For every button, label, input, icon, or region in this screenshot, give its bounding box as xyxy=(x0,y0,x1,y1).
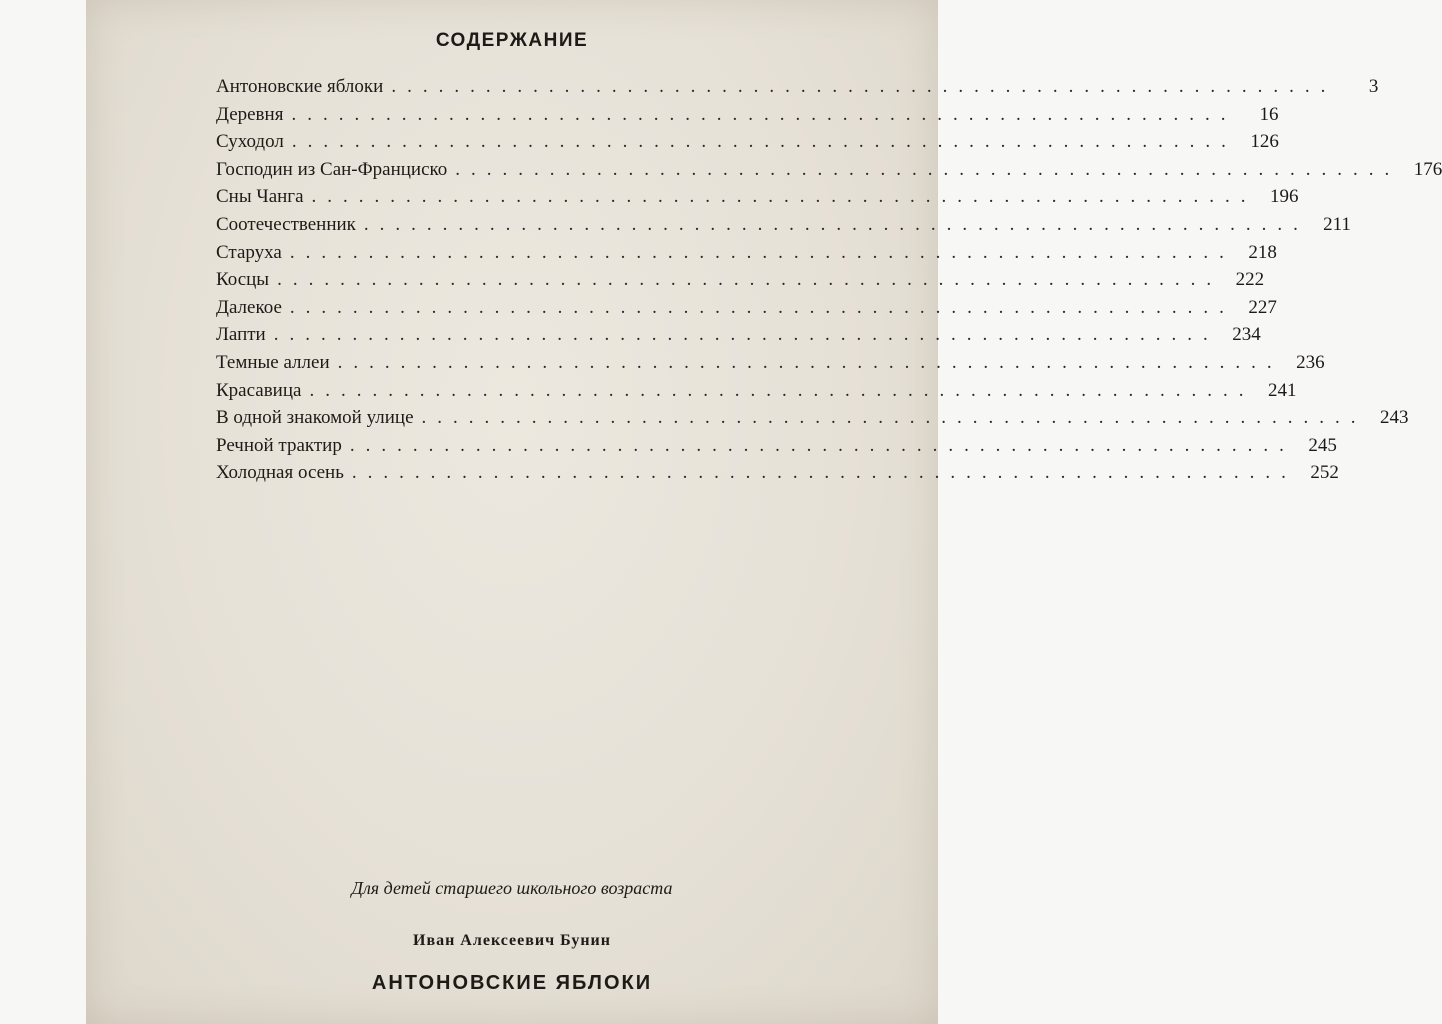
toc-entry-page: 196 xyxy=(1270,186,1299,208)
toc-leader-dots: ............................................................ xyxy=(311,186,1257,208)
toc-entry xyxy=(216,377,1297,405)
toc-entry-page: 222 xyxy=(1235,269,1265,291)
toc-leader-dots: ............................................................ xyxy=(337,351,1283,373)
toc-entry xyxy=(216,239,1277,267)
toc-entry-title: Суходол xyxy=(216,131,284,153)
toc-entry-title: Лапти xyxy=(216,324,266,346)
toc-entry xyxy=(216,156,1442,184)
toc-entry-title: Деревня xyxy=(216,103,284,125)
contents-heading: СОДЕРЖАНИЕ xyxy=(435,30,589,51)
toc-entry xyxy=(216,73,1379,101)
toc-leader-dots: ............................................................ xyxy=(349,434,1295,456)
toc-entry xyxy=(216,294,1277,322)
toc-entry xyxy=(216,266,1265,294)
toc-entry-title: Речной трактир xyxy=(216,434,342,456)
toc-leader-dots: ............................................................ xyxy=(421,407,1367,429)
toc-entry-title: В одной знакомой улице xyxy=(216,407,414,429)
toc-entry-title: Холодная осень xyxy=(216,462,344,484)
toc-entry-title: Господин из Сан-Франциско xyxy=(216,158,448,180)
audience-note: Для детей старшего школьного возраста xyxy=(351,878,673,898)
toc-entry xyxy=(216,321,1261,349)
toc-leader-dots: ............................................................ xyxy=(277,269,1223,291)
toc-entry-page: 3 xyxy=(1368,76,1379,97)
toc-entry-page: 252 xyxy=(1310,462,1339,484)
toc-entry-page: 211 xyxy=(1323,213,1351,235)
toc-entry-page: 245 xyxy=(1308,434,1337,456)
toc-entry xyxy=(216,432,1337,460)
toc-entry xyxy=(216,459,1339,487)
toc-entry-title: Далекое xyxy=(216,296,282,318)
toc-entry xyxy=(216,128,1279,156)
toc-entry-page: 176 xyxy=(1413,158,1442,180)
toc-entry-page: 236 xyxy=(1296,351,1325,373)
toc-leader-dots: ............................................................ xyxy=(291,103,1237,125)
toc-leader-dots: ............................................................ xyxy=(289,241,1235,263)
table-of-contents xyxy=(216,73,1442,487)
toc-entry-title: Старуха xyxy=(216,241,282,263)
toc-entry-title: Соотечественник xyxy=(216,213,356,235)
toc-leader-dots: ............................................................ xyxy=(391,76,1337,97)
toc-entry-page: 241 xyxy=(1267,379,1297,401)
toc-entry-title: Косцы xyxy=(216,269,270,291)
toc-leader-dots: ............................................................ xyxy=(351,462,1297,484)
toc-entry xyxy=(216,183,1299,211)
toc-entry-title: Сны Чанга xyxy=(216,186,304,208)
toc-leader-dots: ............................................................ xyxy=(291,131,1237,153)
toc-entry-page: 126 xyxy=(1250,131,1279,153)
toc-entry-title: Темные аллеи xyxy=(216,351,330,373)
book-page xyxy=(86,0,1442,1024)
toc-leader-dots: ............................................................ xyxy=(455,158,1401,180)
toc-entry-page: 243 xyxy=(1380,407,1409,429)
toc-entry-page: 227 xyxy=(1248,296,1277,318)
toc-entry-page: 218 xyxy=(1248,241,1277,263)
toc-leader-dots: ............................................................ xyxy=(363,213,1309,235)
toc-entry xyxy=(216,349,1325,377)
toc-entry xyxy=(216,101,1279,129)
author-name: Иван Алексеевич Бунин xyxy=(413,932,611,949)
book-title: АНТОНОВСКИЕ ЯБЛОКИ xyxy=(371,972,653,994)
toc-leader-dots: ............................................................ xyxy=(289,296,1235,318)
toc-entry-title: Антоновские яблоки xyxy=(216,76,384,97)
toc-leader-dots: ............................................................ xyxy=(309,379,1255,401)
toc-entry-title: Красавица xyxy=(216,379,302,401)
toc-entry xyxy=(216,404,1409,432)
toc-leader-dots: ............................................................ xyxy=(273,324,1219,346)
toc-entry-page: 16 xyxy=(1259,103,1279,125)
toc-entry-page: 234 xyxy=(1232,324,1261,346)
toc-entry xyxy=(216,211,1351,239)
